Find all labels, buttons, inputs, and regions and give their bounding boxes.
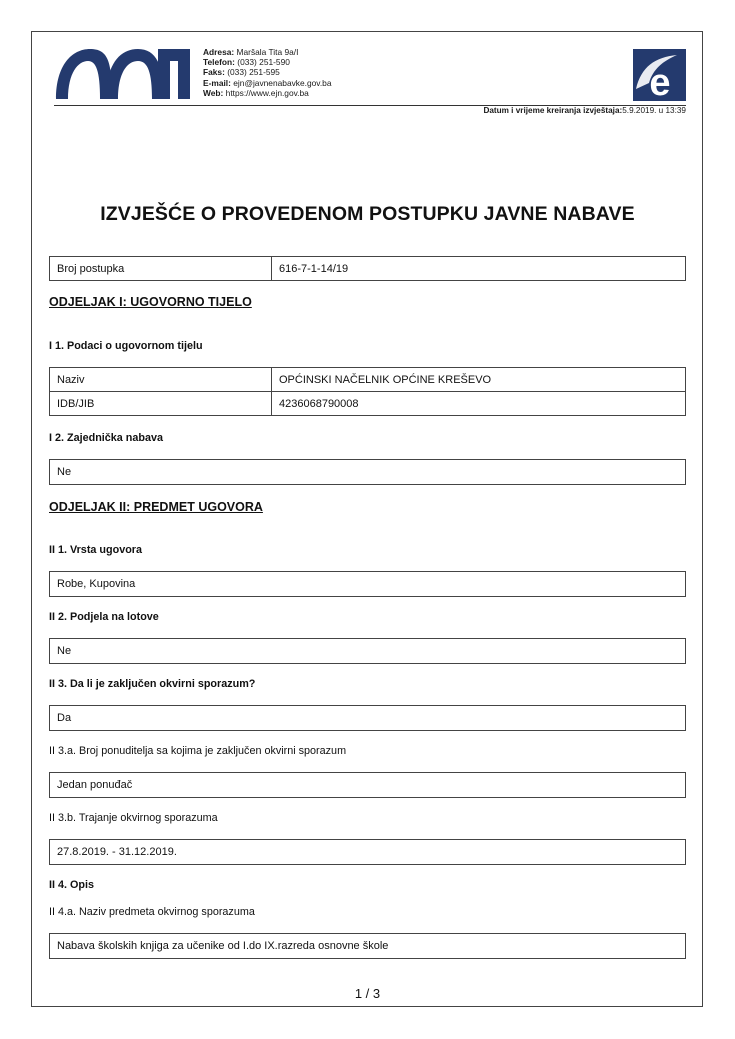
e-logo-icon [633,49,686,101]
contact-phone: Telefon: (033) 251-590 [203,57,290,68]
svg-text:e: e [649,62,671,101]
contact-fax: Faks: (033) 251-595 [203,67,280,78]
ii3b-value-box [49,839,686,865]
i2-title: I 2. Zajednička nabava [49,432,164,444]
report-datetime: Datum i vrijeme kreiranja izvještaja:5.9.2019. u 13:39 [483,106,686,115]
idb-value: 4236068790008 [272,392,686,416]
ii3a-title: II 3.a. Broj ponuditelja sa kojima je zaključen okvirni sporazum [49,745,347,757]
contact-block [203,47,331,98]
broj-postupka-value: 616-7-1-14/19 [272,257,686,281]
ii3b-title: II 3.b. Trajanje okvirnog sporazuma [49,812,218,824]
ii3b-value: 27.8.2019. - 31.12.2019. [57,846,177,858]
ii3-title: II 3. Da li je zaključen okvirni sporazum? [49,678,256,690]
contact-address: Adresa: Maršala Tita 9a/I [203,47,299,57]
table-row [50,392,686,416]
ii3-value-box [49,705,686,731]
idb-label: IDB/JIB [50,392,272,416]
i1-title: I 1. Podaci o ugovornom tijelu [49,340,203,352]
ii2-title: II 2. Podjela na lotove [49,611,159,623]
section1-heading: ODJELJAK I: UGOVORNO TIJELO [49,295,252,309]
page-title: IZVJEŠĆE O PROVEDENOM POSTUPKU JAVNE NABAVE [100,203,635,225]
ii1-value-box [49,571,686,597]
ii3-value: Da [57,712,72,724]
ii3a-value-box [49,772,686,798]
ii1-title: II 1. Vrsta ugovora [49,544,143,556]
contact-web[interactable]: Web: https://www.ejn.gov.ba [203,87,309,98]
ejn-logo-icon [54,47,192,101]
ii4-title: II 4. Opis [49,879,95,891]
ii4a-value: Nabava školskih knjiga za učenike od I.do IX.razreda osnovne škole [57,940,389,952]
page-number: 1 / 3 [354,986,381,1001]
ii2-value-box [49,638,686,664]
i2-value: Ne [57,466,72,478]
ugovorno-tijelo-table [49,367,686,416]
ii4a-title: II 4.a. Naziv predmeta okvirnog sporazuma [49,906,255,918]
ii3a-value: Jedan ponuđač [57,779,133,791]
broj-postupka-table [49,256,686,281]
ii4a-value-box [49,933,686,959]
table-row [50,257,686,281]
table-row [50,368,686,392]
ii2-value: Ne [57,645,72,657]
naziv-value: OPĆINSKI NAČELNIK OPĆINE KREŠEVO [272,368,686,392]
broj-postupka-label: Broj postupka [50,257,272,281]
contact-email[interactable]: E-mail: ejn@javnenabavke.gov.ba [203,77,332,88]
naziv-label: Naziv [50,368,272,392]
ii1-value: Robe, Kupovina [57,578,136,590]
i2-value-box [49,459,686,485]
section2-heading: ODJELJAK II: PREDMET UGOVORA [49,500,263,514]
